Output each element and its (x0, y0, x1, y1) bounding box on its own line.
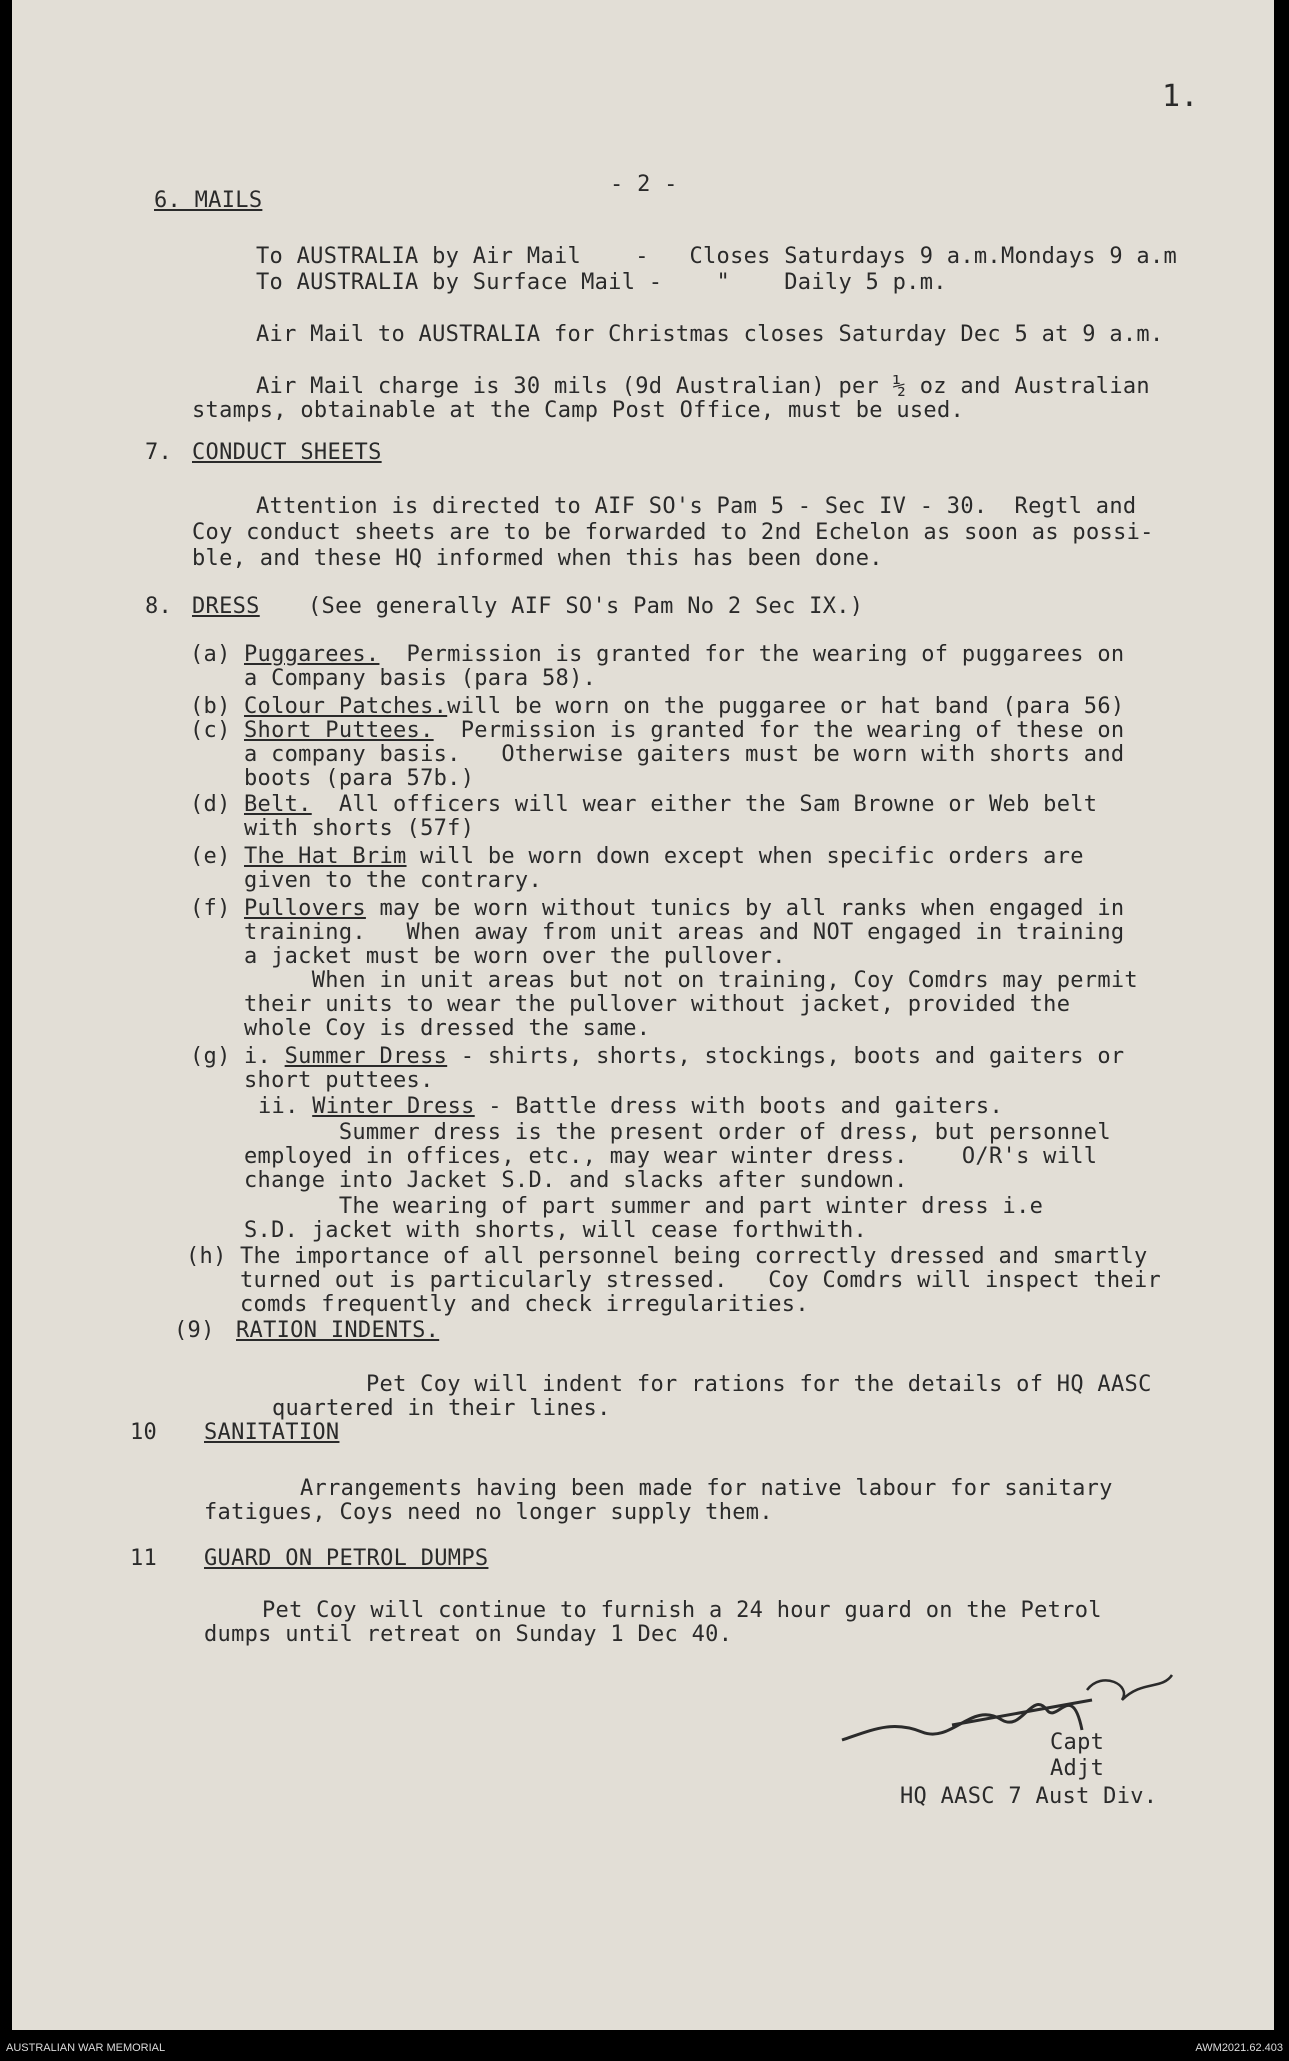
item-g-line-7: S.D. jacket with shorts, will cease forthwith. (244, 1218, 868, 1243)
item-c-line-3: boots (para 57b.) (244, 766, 475, 791)
mails-line-2: To AUSTRALIA by Surface Mail - " Daily 5 p.m. (256, 270, 947, 295)
item-f-line-4: When in unit areas but not on training, Coy Comdrs may permit (244, 968, 1138, 993)
dress-reference: (See generally AIF SO's Pam No 2 Sec IX.) (308, 594, 864, 619)
sanitation-number: 10 (130, 1420, 158, 1445)
item-h-label: (h) (186, 1244, 227, 1269)
document-page (12, 0, 1274, 2030)
item-f-line-5: their units to wear the pullover without jacket, provided the (244, 992, 1071, 1017)
sanitation-heading: SANITATION (204, 1420, 340, 1445)
conduct-line-3: ble, and these HQ informed when this has been done. (192, 546, 883, 571)
item-f-line-2: training. When away from unit areas and NOT engaged in training (244, 920, 1125, 945)
guard-number: 11 (130, 1546, 158, 1571)
signatory-rank: Capt (1050, 1730, 1105, 1755)
item-f-line-1: may be worn without tunics by all ranks when engaged in (365, 896, 1125, 921)
item-a-title: Puggarees. (244, 642, 380, 667)
guard-line-1: Pet Coy will continue to furnish a 24 hour guard on the Petrol (262, 1598, 1102, 1623)
item-g-line-3: Summer dress is the present order of dress, but personnel (244, 1120, 1111, 1145)
item-g-i-line-1: - shirts, shorts, stockings, boots and gaiters or (447, 1044, 1125, 1069)
item-d-label: (d) (190, 792, 231, 817)
archive-footer (0, 2034, 1289, 2056)
item-d-title: Belt. (244, 792, 312, 817)
item-b-label: (b) (190, 694, 231, 719)
sanitation-line-1: Arrangements having been made for native labour for sanitary (300, 1476, 1113, 1501)
item-d-line-2: with shorts (57f) (244, 816, 475, 841)
item-f-line-3: a jacket must be worn over the pullover. (244, 944, 786, 969)
ration-indents-heading: RATION INDENTS. (236, 1318, 440, 1343)
item-h-line-2: turned out is particularly stressed. Coy Comdrs will inspect their (240, 1268, 1162, 1293)
conduct-line-1: Attention is directed to AIF SO's Pam 5 - Sec IV - 30. Regtl and (256, 494, 1137, 519)
item-e-label: (e) (190, 844, 231, 869)
item-b-line-1: will be worn on the puggaree or hat band (para 56) (447, 694, 1125, 719)
mails-line-3: Air Mail to AUSTRALIA for Christmas closes Saturday Dec 5 at 9 a.m. (256, 322, 1164, 347)
guard-heading: GUARD ON PETROL DUMPS (204, 1546, 489, 1571)
signatory-appointment: Adjt (1050, 1756, 1105, 1781)
item-g-line-5: change into Jacket S.D. and slacks after sundown. (244, 1168, 908, 1193)
item-f-label: (f) (190, 896, 231, 921)
conduct-sheets-number: 7. (145, 440, 173, 465)
mails-line-5: stamps, obtainable at the Camp Post Office, must be used. (192, 398, 965, 423)
item-g-i-line-2: short puttees. (244, 1068, 434, 1093)
item-g-ii-title: Winter Dress (312, 1094, 475, 1119)
handwritten-signature (832, 1660, 1222, 1760)
item-e-line-1: will be worn down except when specific orders are (406, 844, 1084, 869)
item-f-title: Pullovers (244, 896, 366, 921)
sanitation-line-2: fatigues, Coys need no longer supply them. (204, 1500, 773, 1525)
page-mark: 1. (1162, 79, 1199, 114)
item-g-line-6: The wearing of part summer and part winter dress i.e (244, 1194, 1044, 1219)
ration-line-1: Pet Coy will indent for rations for the details of HQ AASC (366, 1372, 1152, 1397)
item-g-ii-line-1: - Battle dress with boots and gaiters. (474, 1094, 1003, 1119)
item-h-line-1: The importance of all personnel being correctly dressed and smartly (240, 1244, 1148, 1269)
mails-heading: 6. MAILS (154, 188, 263, 213)
item-g-i-marker: i. (244, 1044, 285, 1069)
item-c-line-2: a company basis. Otherwise gaiters must be worn with shorts and (244, 742, 1125, 767)
ration-indents-number: (9) (174, 1318, 215, 1343)
item-c-title: Short Puttees. (244, 718, 434, 743)
conduct-line-2: Coy conduct sheets are to be forwarded to 2nd Echelon as soon as possi- (192, 520, 1154, 545)
dress-number: 8. (145, 594, 173, 619)
mails-line-4: Air Mail charge is 30 mils (9d Australian) per ½ oz and Australian (256, 374, 1150, 399)
item-c-label: (c) (190, 718, 231, 743)
item-e-line-2: given to the contrary. (244, 868, 542, 893)
item-a-label: (a) (190, 642, 231, 667)
footer-accession-number: AWM2021.62.403 (1195, 2042, 1283, 2054)
item-f-line-6: whole Coy is dressed the same. (244, 1016, 651, 1041)
item-g-label: (g) (190, 1044, 231, 1069)
item-a-line-1: Permission is granted for the wearing of puggarees on (379, 642, 1125, 667)
item-g-i-title: Summer Dress (284, 1044, 448, 1069)
item-e-title: The Hat Brim (244, 844, 407, 869)
guard-line-2: dumps until retreat on Sunday 1 Dec 40. (204, 1622, 733, 1647)
item-g-ii-marker: ii. (258, 1094, 313, 1119)
item-c-line-1: Permission is granted for the wearing of these on (433, 718, 1125, 743)
item-g-line-4: employed in offices, etc., may wear winter dress. O/R's will (244, 1144, 1098, 1169)
item-d-line-1: All officers will wear either the Sam Browne or Web belt (311, 792, 1098, 817)
ration-line-2: quartered in their lines. (272, 1396, 611, 1421)
footer-institution: AUSTRALIAN WAR MEMORIAL (6, 2042, 166, 2054)
dress-heading: DRESS (192, 594, 260, 619)
mails-line-1: To AUSTRALIA by Air Mail - Closes Saturdays 9 a.m.Mondays 9 a.m (256, 244, 1178, 269)
item-h-line-3: comds frequently and check irregularities. (240, 1292, 809, 1317)
conduct-sheets-heading: CONDUCT SHEETS (192, 440, 382, 465)
signatory-unit: HQ AASC 7 Aust Div. (900, 1784, 1158, 1809)
page-number: - 2 - (610, 172, 678, 197)
item-a-line-2: a Company basis (para 58). (244, 666, 597, 691)
item-b-title: Colour Patches. (244, 694, 448, 719)
